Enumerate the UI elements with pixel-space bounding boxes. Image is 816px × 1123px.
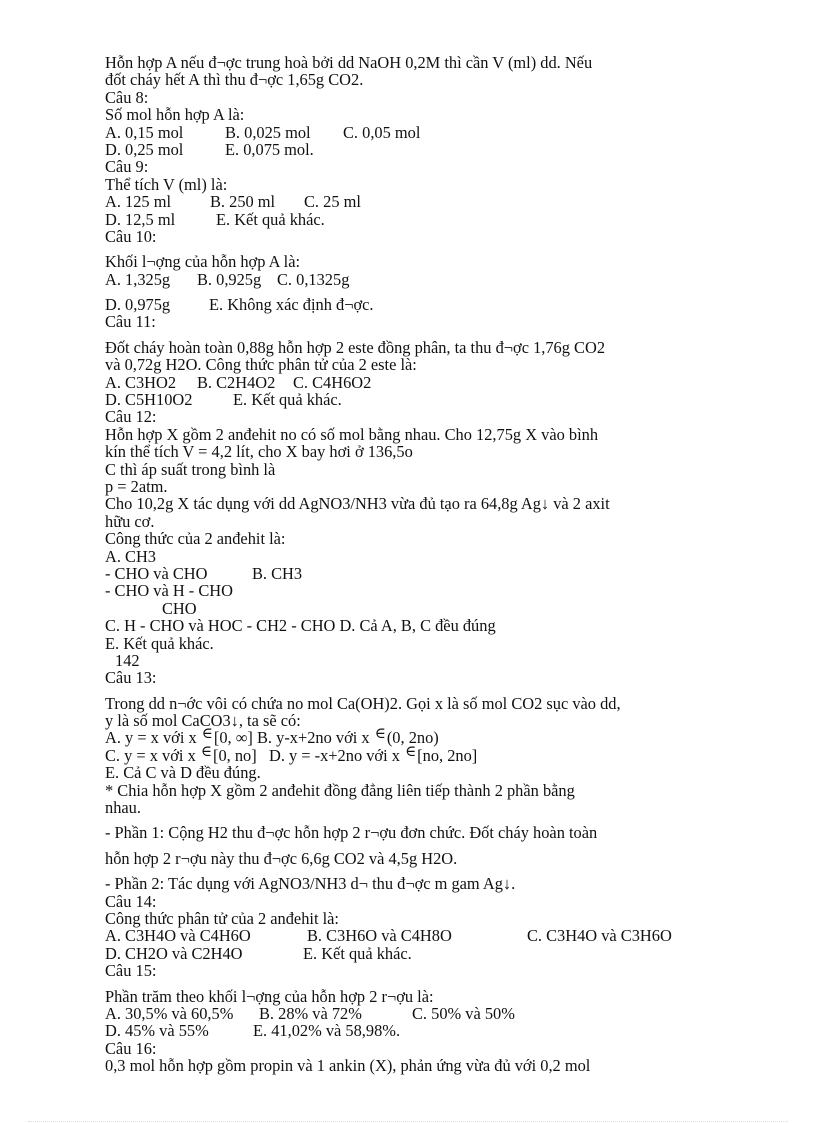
question-11-text: và 0,72g H2O. Công thức phân tử của 2 este là: xyxy=(105,355,417,375)
option-a: A. 30,5% và 60,5% xyxy=(105,1003,234,1023)
text-line: - Phần 1: Cộng H2 thu đ¬ợc hỗn hợp 2 r¬ợu đơn chức. Đốt cháy hoàn toàn xyxy=(105,823,598,843)
option-b: B. C3H6O và C4H8O xyxy=(307,926,452,946)
option-e: E. Cả C và D đều đúng. xyxy=(105,763,261,783)
option-b-cont: - CHO và H - CHO xyxy=(105,581,233,601)
option-d: D. 45% và 55% xyxy=(105,1021,209,1041)
option-b: B. 250 ml xyxy=(210,192,276,212)
text-line: nhau. xyxy=(105,798,141,818)
question-12-text: hữu cơ. xyxy=(105,511,155,531)
element-of-symbol: ∈ xyxy=(374,726,386,743)
option-c: C. 0,05 mol xyxy=(343,122,421,142)
question-12-text: kín thể tích V = 4,2 lít, cho X bay hơi ở 136,5o xyxy=(105,442,413,462)
question-10-options-row1 xyxy=(105,271,715,288)
option-c: C. C3H4O và C3H6O xyxy=(527,926,672,946)
question-12-text: Công thức của 2 anđehit là: xyxy=(105,529,286,549)
option-a: A. CH3 xyxy=(105,546,156,566)
option-c: C. 0,1325g xyxy=(277,269,350,289)
text-line: * Chia hỗn hợp X gồm 2 anđehit đồng đẳng liên tiếp thành 2 phần bằng xyxy=(105,780,575,800)
option-b: B. 0,925g xyxy=(197,269,262,289)
text-line: đốt cháy hết A thì thu đ¬ợc 1,65g CO2. xyxy=(105,70,364,90)
question-15-heading: Câu 15: xyxy=(105,961,157,981)
option-c: C. 50% và 50% xyxy=(412,1003,515,1023)
question-14-options-row1 xyxy=(105,927,715,944)
question-11-options-row1 xyxy=(105,374,715,391)
question-9-options-row2 xyxy=(105,211,715,228)
option-d: D. y = -x+2no với x xyxy=(268,745,400,765)
question-12-text: p = 2atm. xyxy=(105,476,168,496)
option-b: B. y-x+2no với x xyxy=(257,728,370,748)
option-d-interval: [no, 2no] xyxy=(417,745,478,765)
question-14-text: Công thức phân tử của 2 anđehit là: xyxy=(105,908,339,928)
question-13-heading: Câu 13: xyxy=(105,668,157,688)
question-16-heading: Câu 16: xyxy=(105,1038,157,1058)
element-of-symbol: ∈ xyxy=(405,743,417,760)
question-13-text: y là số mol CaCO3↓, ta sẽ có: xyxy=(105,711,301,731)
question-15-options-row1 xyxy=(105,1005,715,1022)
option-d: D. 12,5 ml xyxy=(105,209,176,229)
page-bottom-divider xyxy=(28,1121,788,1122)
option-e: E. 0,075 mol. xyxy=(225,139,314,159)
option-d: D. 0,975g xyxy=(105,295,171,315)
question-11-heading: Câu 11: xyxy=(105,312,156,332)
question-9-options-row1 xyxy=(105,193,715,210)
option-b: B. CH3 xyxy=(252,563,303,583)
page-number: 142 xyxy=(115,650,140,670)
question-8-text: Số mol hỗn hợp A là: xyxy=(105,105,245,125)
option-e: E. Không xác định đ¬ợc. xyxy=(209,295,374,315)
option-a: A. C3H4O và C4H6O xyxy=(105,926,251,946)
option-a: A. 1,325g xyxy=(105,269,171,289)
option-c: C. C4H6O2 xyxy=(293,372,372,392)
question-11-text: Đốt cháy hoàn toàn 0,88g hỗn hợp 2 este đồng phân, ta thu đ¬ợc 1,76g CO2 xyxy=(105,337,606,357)
option-a-interval: [0, ∞] xyxy=(213,728,253,748)
option-b-interval: (0, 2no) xyxy=(386,728,439,748)
question-13-text: Trong dd n¬ớc vôi có chứa no mol Ca(OH)2. Gọi x là số mol CO2 sục vào dd, xyxy=(105,693,621,713)
question-9-heading: Câu 9: xyxy=(105,157,149,177)
question-14-heading: Câu 14: xyxy=(105,891,157,911)
option-d: D. 0,25 mol xyxy=(105,139,184,159)
question-12-text: Cho 10,2g X tác dụng với dd AgNO3/NH3 vừa đủ tạo ra 64,8g Ag↓ và 2 axit xyxy=(105,494,610,514)
text-line: - Phần 2: Tác dụng với AgNO3/NH3 d¬ thu đ¬ợc m gam Ag↓. xyxy=(105,874,516,894)
question-11-options-row2 xyxy=(105,391,715,408)
option-e: E. 41,02% và 58,98%. xyxy=(253,1021,401,1041)
option-a-cont: - CHO và CHO xyxy=(105,563,208,583)
question-15-options-row2 xyxy=(105,1022,715,1039)
question-16-text: 0,3 mol hỗn hợp gồm propin và 1 ankin (X), phản ứng vừa đủ với 0,2 mol xyxy=(105,1056,591,1076)
option-e: E. Kết quả khác. xyxy=(233,390,342,410)
option-d: D. C5H10O2 xyxy=(105,390,193,410)
question-12-text: C thì áp suất trong bình là xyxy=(105,459,276,479)
option-b: B. 28% và 72% xyxy=(259,1003,362,1023)
option-c: C. y = x với x xyxy=(105,745,196,765)
option-b-cont: CHO xyxy=(162,598,197,618)
question-12-heading: Câu 12: xyxy=(105,407,157,427)
question-10-heading: Câu 10: xyxy=(105,226,157,246)
option-b: B. C2H4O2 xyxy=(197,372,276,392)
question-10-text: Khối l¬ợng của hỗn hợp A là: xyxy=(105,252,301,272)
option-a: A. y = x với x xyxy=(105,728,197,748)
option-c-interval: [0, no] xyxy=(212,745,257,765)
question-9-text: Thể tích V (ml) là: xyxy=(105,174,228,194)
question-12-text: Hỗn hợp X gồm 2 anđehit no có số mol bằng nhau. Cho 12,75g X vào bình xyxy=(105,424,599,444)
question-8-options-row1 xyxy=(105,124,715,141)
text-line: hỗn hợp 2 r¬ợu này thu đ¬ợc 6,6g CO2 và 4,5g H2O. xyxy=(105,848,458,868)
option-a: A. C3HO2 xyxy=(105,372,177,392)
question-8-heading: Câu 8: xyxy=(105,87,149,107)
option-e: E. Kết quả khác. xyxy=(303,943,412,963)
option-d: D. CH2O và C2H4O xyxy=(105,943,243,963)
option-a: A. 125 ml xyxy=(105,192,172,212)
question-13-options-row2 xyxy=(105,743,715,765)
question-12-options-row xyxy=(105,565,715,582)
option-e: E. Kết quả khác. xyxy=(216,209,325,229)
document-body xyxy=(105,54,715,1074)
element-of-symbol: ∈ xyxy=(201,726,213,743)
element-of-symbol: ∈ xyxy=(200,743,212,760)
text-line: Hỗn hợp A nếu đ¬ợc trung hoà bởi dd NaOH 0,2M thì cần V (ml) dd. Nếu xyxy=(105,53,593,72)
question-14-options-row2 xyxy=(105,945,715,962)
option-b: B. 0,025 mol xyxy=(225,122,311,142)
option-c: C. 25 ml xyxy=(304,192,361,212)
question-10-options-row2 xyxy=(105,296,715,313)
option-e: E. Kết quả khác. xyxy=(105,633,214,653)
option-a: A. 0,15 mol xyxy=(105,122,184,142)
option-c: C. H - CHO và HOC - CH2 - CHO D. Cả A, B, C đều đúng xyxy=(105,616,496,636)
question-15-text: Phần trăm theo khối l¬ợng của hỗn hợp 2 r¬ợu là: xyxy=(105,986,434,1006)
question-8-options-row2 xyxy=(105,141,715,158)
